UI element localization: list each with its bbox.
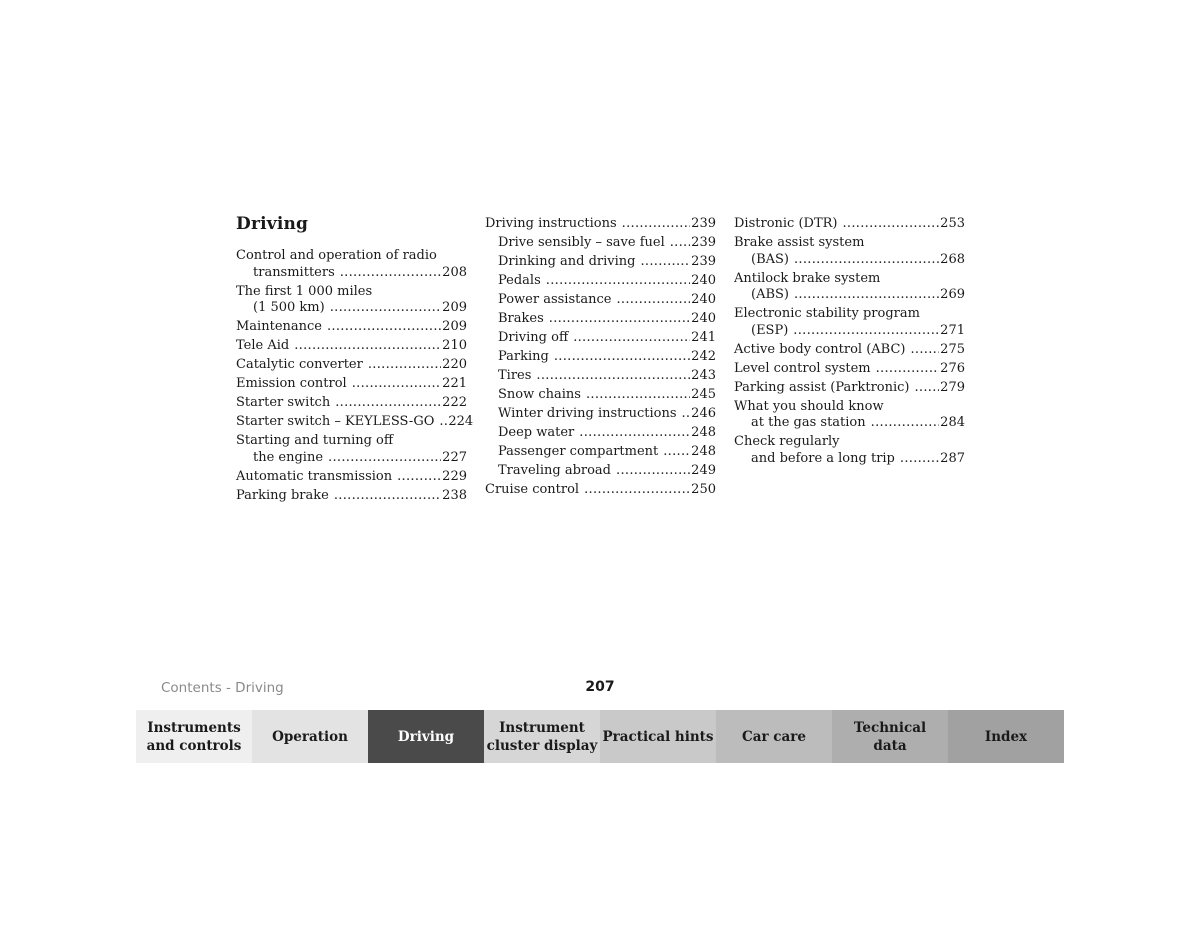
toc-entry-page-number: 284 — [940, 415, 965, 430]
tab-technical-data[interactable]: Technical data — [832, 710, 948, 763]
dot-leader — [334, 488, 441, 505]
toc-entry-page-number: 239 — [691, 216, 716, 231]
toc-entry-page-number: 229 — [442, 468, 467, 484]
toc-entry-page-number: 239 — [691, 235, 716, 250]
toc-entry-page-number: 279 — [940, 379, 965, 395]
toc-entry-page-number: 250 — [691, 482, 716, 497]
toc-entry[interactable] — [236, 488, 467, 505]
dot-leader — [397, 469, 441, 486]
dot-leader — [900, 451, 939, 468]
toc-entry-label: Maintenance — [236, 319, 322, 334]
toc-entry-page-number: 209 — [442, 300, 467, 315]
dot-leader — [794, 252, 939, 269]
toc-entry-page-number: 227 — [442, 449, 467, 465]
toc-entry[interactable] — [236, 357, 467, 374]
toc-entry-label: at the gas station — [751, 415, 866, 430]
dot-leader — [670, 235, 690, 252]
toc-column-3 — [734, 216, 965, 470]
toc-entry-label: (ESP) — [751, 322, 789, 338]
toc-entry[interactable] — [236, 319, 467, 336]
toc-entry[interactable] — [485, 444, 716, 461]
toc-entry[interactable] — [485, 387, 716, 404]
toc-entry[interactable] — [485, 349, 716, 366]
dot-leader — [294, 338, 441, 355]
toc-entry-label: the engine — [253, 449, 324, 465]
toc-entry-page-number: 242 — [691, 349, 716, 364]
tab-practical-hints[interactable]: Practical hints — [600, 710, 716, 763]
toc-entry-label: Brake assist system — [734, 235, 865, 250]
toc-entry-label: Electronic stability program — [734, 306, 920, 321]
toc-entry-page-number: 276 — [940, 360, 965, 376]
toc-entry-page-number: 239 — [691, 254, 716, 269]
toc-entry-page-number: 220 — [442, 357, 467, 372]
dot-leader — [328, 450, 441, 467]
toc-entry-page-number: 245 — [691, 387, 716, 402]
dot-leader — [536, 368, 690, 385]
dot-leader — [579, 425, 690, 442]
toc-entry[interactable] — [485, 330, 716, 347]
dot-leader — [910, 342, 939, 359]
dot-leader — [330, 300, 441, 317]
toc-entry-label: Cruise control — [485, 482, 580, 497]
toc-entry-page-number: 240 — [691, 292, 716, 307]
toc-entry-label: Deep water — [498, 425, 575, 440]
toc-entry-page-number: 268 — [940, 251, 965, 267]
toc-entry[interactable] — [236, 248, 467, 281]
toc-entry-page-number: 271 — [940, 322, 965, 338]
toc-entry-label: Antilock brake system — [734, 270, 881, 286]
toc-entry-label: Starter switch — [236, 395, 331, 410]
toc-entry-page-number: 249 — [691, 463, 716, 478]
toc-entry[interactable] — [236, 376, 467, 393]
toc-entry-label: Parking assist (Parktronic) — [734, 379, 910, 395]
dot-leader — [439, 414, 447, 431]
toc-entry[interactable] — [485, 406, 716, 423]
toc-entry[interactable] — [734, 380, 965, 397]
toc-entry[interactable] — [236, 469, 467, 486]
dot-leader — [915, 380, 940, 397]
dot-leader — [876, 361, 940, 378]
toc-entry-label: Drinking and driving — [498, 254, 636, 269]
dot-leader — [368, 357, 441, 374]
toc-entry[interactable] — [734, 342, 965, 359]
toc-entry-page-number: 253 — [940, 216, 965, 231]
dot-leader — [586, 387, 690, 404]
toc-entry-page-number: 248 — [691, 444, 716, 459]
toc-entry[interactable] — [236, 284, 467, 317]
dot-leader — [573, 330, 690, 347]
toc-column-2 — [485, 216, 716, 501]
toc-entry[interactable] — [485, 254, 716, 271]
toc-entry-label: Winter driving instructions — [498, 406, 677, 421]
dot-leader — [335, 395, 441, 412]
chapter-tab-bar — [136, 710, 1064, 763]
toc-entry[interactable] — [236, 414, 474, 431]
toc-entry[interactable] — [485, 292, 716, 309]
toc-entry[interactable] — [485, 216, 716, 233]
toc-entry-label: (ABS) — [751, 287, 789, 302]
dot-leader — [843, 216, 940, 233]
page-number: 207 — [585, 679, 615, 695]
toc-entry[interactable] — [236, 395, 467, 412]
toc-entry-label: Driving off — [498, 330, 569, 345]
dot-leader — [340, 265, 441, 282]
dot-leader — [682, 406, 691, 423]
toc-entry-label: The first 1 000 miles — [236, 283, 373, 299]
toc-entry-label: Active body control (ABC) — [734, 341, 906, 357]
dot-leader — [622, 216, 691, 233]
toc-entry-label: Control and operation of radio — [236, 248, 437, 263]
dot-leader — [616, 463, 690, 480]
toc-entry-label: Passenger compartment — [498, 444, 659, 459]
dot-leader — [793, 323, 939, 340]
tab-car-care[interactable]: Car care — [716, 710, 832, 763]
tab-driving[interactable]: Driving — [368, 710, 484, 763]
dot-leader — [549, 311, 690, 328]
toc-entry[interactable] — [485, 425, 716, 442]
toc-entry-page-number: 209 — [442, 319, 467, 334]
tab-index[interactable]: Index — [948, 710, 1064, 763]
dot-leader — [327, 319, 441, 336]
footer-section-label: Contents - Driving — [161, 680, 284, 696]
tab-instruments-and-controls[interactable]: Instruments and controls — [136, 710, 252, 763]
dot-leader — [663, 444, 690, 461]
toc-entry-label: Tires — [498, 368, 532, 383]
dot-leader — [584, 482, 690, 499]
toc-entry[interactable] — [734, 399, 965, 432]
toc-entry-label: Drive sensibly – save fuel — [498, 235, 665, 250]
toc-entry-page-number: 210 — [442, 338, 467, 353]
dot-leader — [546, 273, 690, 290]
toc-entry-label: (BAS) — [751, 251, 789, 267]
dot-leader — [616, 292, 690, 309]
toc-entry-page-number: 208 — [442, 264, 467, 280]
toc-entry[interactable] — [485, 273, 716, 290]
toc-entry-label: Traveling abroad — [498, 463, 612, 478]
toc-entry-page-number: 240 — [691, 311, 716, 326]
toc-entry-page-number: 248 — [691, 425, 716, 440]
tab-operation[interactable]: Operation — [252, 710, 368, 763]
dot-leader — [352, 376, 441, 393]
tab-instrument-cluster-display[interactable]: Instrument cluster display — [484, 710, 600, 763]
dot-leader — [794, 287, 939, 304]
toc-entry-page-number: 221 — [442, 376, 467, 391]
toc-entry[interactable] — [734, 306, 965, 339]
toc-entry-label: Driving instructions — [485, 216, 617, 231]
toc-entry[interactable] — [734, 235, 965, 268]
toc-entry-page-number: 222 — [442, 395, 467, 410]
toc-entry-page-number: 269 — [940, 287, 965, 302]
toc-entry[interactable] — [485, 311, 716, 328]
section-title: Driving — [236, 214, 309, 234]
toc-entry[interactable] — [734, 434, 965, 467]
toc-entry[interactable] — [485, 368, 716, 385]
toc-entry-page-number: 238 — [442, 487, 467, 503]
toc-entry-label: Starter switch – KEYLESS-GO — [236, 414, 435, 429]
toc-entry-label: Distronic (DTR) — [734, 216, 838, 231]
toc-entry-label: Pedals — [498, 273, 541, 288]
toc-entry-label: Snow chains — [498, 387, 581, 402]
toc-entry[interactable] — [485, 235, 716, 252]
toc-entry-label: Check regularly — [734, 434, 840, 449]
toc-entry-label: Emission control — [236, 376, 347, 391]
toc-entry-page-number: 240 — [691, 273, 716, 288]
toc-entry[interactable] — [485, 482, 716, 499]
toc-entry-label: Catalytic converter — [236, 357, 363, 372]
toc-entry-label: transmitters — [253, 264, 335, 280]
toc-entry-page-number: 224 — [448, 414, 474, 429]
dot-leader — [871, 415, 940, 432]
toc-entry[interactable] — [734, 271, 965, 304]
toc-entry-page-number: 243 — [691, 368, 716, 383]
toc-entry-page-number: 246 — [691, 406, 716, 421]
dot-leader — [641, 254, 691, 271]
toc-entry-page-number: 275 — [940, 341, 965, 357]
toc-entry[interactable] — [734, 216, 965, 233]
toc-entry-label: Parking — [498, 349, 549, 364]
toc-entry-label: (1 500 km) — [253, 300, 325, 315]
toc-entry[interactable] — [485, 463, 716, 480]
dot-leader — [554, 349, 690, 366]
toc-entry-page-number: 287 — [940, 450, 965, 466]
toc-entry-label: What you should know — [734, 398, 884, 414]
toc-entry-label: Level control system — [734, 360, 871, 376]
toc-entry-label: and before a long trip — [751, 450, 895, 466]
toc-entry-page-number: 241 — [691, 330, 716, 345]
toc-entry-label: Parking brake — [236, 487, 329, 503]
toc-entry-label: Tele Aid — [236, 338, 290, 353]
toc-column-1 — [236, 248, 474, 507]
toc-entry-label: Power assistance — [498, 292, 612, 307]
toc-entry[interactable] — [236, 433, 467, 466]
toc-entry-label: Brakes — [498, 311, 544, 326]
toc-entry-label: Starting and turning off — [236, 433, 394, 448]
toc-entry-label: Automatic transmission — [236, 468, 393, 484]
toc-entry[interactable] — [236, 338, 467, 355]
toc-entry[interactable] — [734, 361, 965, 378]
